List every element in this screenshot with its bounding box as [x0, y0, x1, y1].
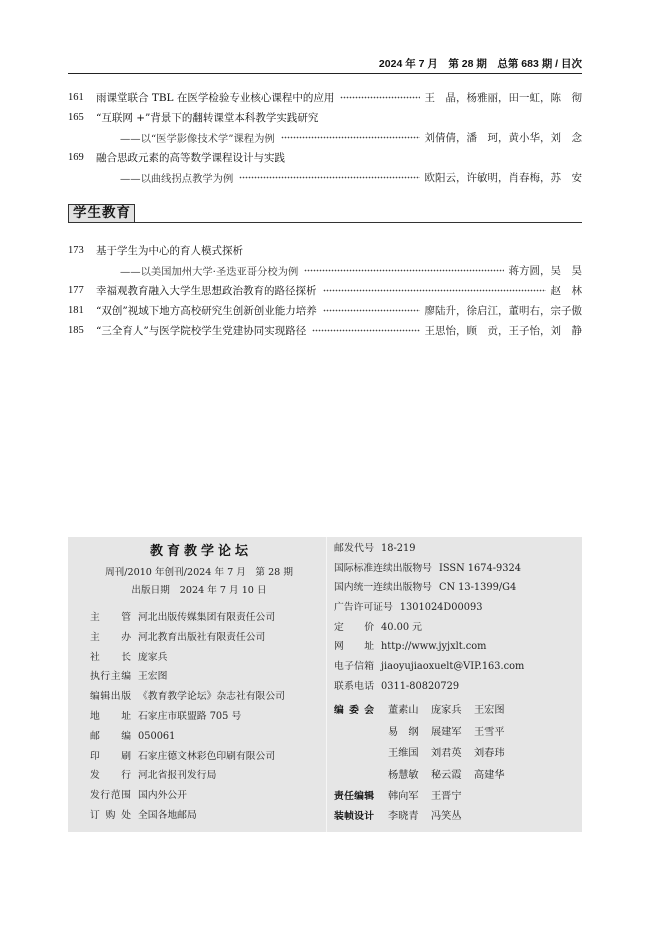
staff-credits: [334, 787, 474, 826]
registration-label: 国际标准连续出版物号: [334, 562, 432, 574]
toc-entry-subtitle-line: [68, 167, 582, 187]
info-value: 河北教育出版社有限责任公司: [138, 631, 266, 643]
info-value: 庞家兵: [138, 651, 168, 663]
board-member: 秘云霞: [431, 769, 462, 781]
toc-page-number: 173: [68, 244, 84, 256]
info-value: 河北省报刊发行局: [138, 770, 217, 782]
website-value: http://www.jyjxlt.com: [381, 641, 487, 653]
registration-info-list: [334, 539, 524, 697]
toc-entry: [68, 300, 582, 320]
publish-date-line: [68, 582, 330, 600]
registration-row: [334, 618, 524, 638]
board-member: 庞家兵: [431, 705, 462, 716]
toc-title: 幸福观教育融入大学生思想政治教育的路径探析: [96, 284, 317, 297]
toc-page-number: 161: [68, 91, 84, 103]
registration-row: [334, 598, 524, 618]
info-label: 执行主编: [90, 671, 131, 683]
info-label: 印 刷: [90, 750, 131, 762]
toc-dot-leader: [304, 269, 503, 272]
toc-title: “互联网 +”背景下的翻转课堂本科教学实践研究: [96, 111, 319, 124]
board-member: 杨慧敏: [388, 769, 419, 781]
issue-header: 2024 年 7 月 第 28 期 总第 683 期 / 目次: [378, 58, 582, 70]
editorial-board: [334, 700, 517, 786]
info-label: 地 址: [90, 710, 131, 722]
toc-entry: [68, 87, 582, 107]
info-value: 国内外公开: [138, 790, 187, 802]
board-member: 董素山: [388, 705, 419, 716]
toc-subtitle: ——以美国加州大学·圣迭亚哥分校为例: [120, 265, 299, 278]
board-member: 王宏图: [474, 705, 505, 716]
editorial-board-row: [334, 700, 517, 722]
toc-entry: [68, 147, 582, 167]
info-row: [90, 806, 285, 826]
info-value: 河北出版传媒集团有限责任公司: [138, 612, 276, 623]
toc-subtitle: ——以曲线拐点教学为例: [120, 172, 234, 185]
info-row: [90, 687, 285, 707]
toc-entry: [68, 107, 582, 127]
toc-title: 雨课堂联合 TBL 在医学检验专业核心课程中的应用: [96, 91, 335, 104]
editorial-board-row: [334, 722, 517, 744]
toc-page-number: 169: [68, 151, 84, 163]
toc-page-number: 177: [68, 284, 84, 296]
registration-row: [334, 677, 524, 697]
toc-authors: 王 晶，杨雅丽，田一虹，陈 彻: [424, 91, 582, 104]
info-row: [90, 747, 285, 767]
registration-label: 联系电话: [334, 680, 374, 692]
section-rule: [68, 222, 582, 223]
editorial-board-label: 编 委 会: [334, 705, 374, 716]
board-member: 王维国: [388, 748, 419, 760]
info-label: 发行范围: [90, 790, 131, 802]
toc-dot-leader: [340, 96, 419, 99]
toc-dot-leader: [323, 309, 420, 312]
info-value: 全国各地邮局: [138, 809, 197, 821]
toc-entry-subtitle-line: [68, 260, 582, 280]
info-row: [90, 786, 285, 806]
masthead-panel: [68, 537, 582, 832]
editorial-board-row: [334, 743, 517, 765]
info-label: 邮 编: [90, 730, 131, 742]
toc-dot-leader: [281, 136, 420, 139]
board-member: 高建华: [474, 769, 505, 781]
board-member: 易 纲: [388, 726, 419, 738]
publish-date-value: 2024 年 7 月 10 日: [179, 585, 267, 596]
info-value: 石家庄德文林彩色印刷有限公司: [138, 750, 276, 762]
toc-page-number: 181: [68, 304, 84, 316]
journal-title: 教育教学论坛: [149, 544, 252, 559]
toc-entry: [68, 280, 582, 300]
responsible-editor: 韩向军: [388, 791, 419, 802]
registration-label: 广告许可证号: [334, 602, 393, 614]
registration-row: [334, 539, 524, 559]
registration-label: 定 价: [334, 621, 374, 633]
registration-value: 40.00 元: [381, 621, 422, 633]
info-row: [90, 707, 285, 727]
info-label: 发 行: [90, 770, 131, 782]
cover-designer: 李晓青: [388, 810, 419, 822]
row-indent: [334, 765, 388, 787]
phone-value: 0311-80820729: [381, 680, 460, 692]
publish-date-label: 出版日期: [131, 585, 170, 596]
info-label: 订 购 处: [90, 809, 131, 821]
info-row: [90, 608, 285, 628]
info-row: [90, 667, 285, 687]
toc-entry: [68, 240, 582, 260]
frequency-line: 周刊/2010 年创刊/2024 年 7 月 第 28 期: [105, 567, 293, 578]
info-value: 王宏图: [138, 671, 168, 683]
toc-dot-leader: [323, 289, 546, 292]
info-value: 050061: [138, 730, 176, 742]
responsible-editors-row: [334, 787, 474, 807]
toc-title: 融合思政元素的高等数学课程设计与实践: [96, 151, 285, 164]
registration-row: [334, 657, 524, 677]
toc-title: “三全育人”与医学院校学生党建协同实现路径: [96, 324, 307, 337]
registration-label: 网 址: [334, 641, 374, 653]
registration-label: 国内统一连续出版物号: [334, 582, 432, 594]
editorial-board-row: [334, 765, 517, 787]
toc-dot-leader: [239, 176, 419, 179]
info-row: [90, 648, 285, 668]
registration-value: ISSN 1674-9324: [438, 562, 521, 574]
registration-value: 18-219: [381, 543, 416, 554]
toc-authors: 王思怡，顾 贡，王子怡，刘 静: [424, 324, 582, 337]
responsible-editors-label: 责任编辑: [334, 791, 374, 802]
info-row: [90, 727, 285, 747]
registration-row: [334, 559, 524, 579]
toc-subtitle: ——以“医学影像技术学”课程为例: [120, 132, 275, 145]
registration-row: [334, 637, 524, 657]
registration-label: 电子信箱: [334, 661, 374, 673]
info-label: 主 办: [90, 631, 131, 643]
toc-dot-leader: [312, 329, 419, 332]
info-label: 社 长: [90, 651, 131, 663]
toc-entry: [68, 320, 582, 340]
toc-authors: 赵 林: [550, 284, 582, 297]
cover-designer: 冯笑丛: [431, 810, 462, 822]
info-row: [90, 766, 285, 786]
toc-authors: 欧阳云，许敏明，肖春梅，苏 安: [424, 171, 582, 184]
registration-label: 邮发代号: [334, 543, 374, 554]
info-value: 《教育教学论坛》杂志社有限公司: [138, 691, 285, 703]
toc-authors: 蒋方圆，吴 昊: [508, 264, 582, 277]
toc-title: 基于学生为中心的育人模式探析: [96, 244, 243, 257]
toc-authors: 廖陆升，徐启江，董明右，宗子傲: [424, 304, 582, 317]
board-member: 展建军: [431, 726, 462, 738]
info-label: 编辑出版: [90, 691, 131, 703]
row-indent: [334, 743, 388, 765]
section-heading: 学生教育: [68, 204, 135, 223]
publisher-info-list: [90, 608, 285, 826]
registration-value: CN 13-1399/G4: [438, 582, 517, 594]
toc-page-number: 185: [68, 324, 84, 336]
toc-page-number: 165: [68, 111, 84, 123]
info-row: [90, 628, 285, 648]
info-value: 石家庄市联盟路 705 号: [138, 710, 242, 722]
responsible-editor: 王晋宁: [431, 791, 462, 802]
board-member: 王雪平: [474, 726, 505, 738]
cover-design-row: [334, 807, 474, 827]
board-member: 刘君英: [431, 748, 462, 760]
row-indent: [334, 722, 388, 744]
info-label: 主 管: [90, 612, 131, 623]
cover-design-label: 装帧设计: [334, 810, 374, 822]
toc-authors: 刘倩倩，潘 珂，黄小华，刘 念: [424, 131, 582, 144]
toc-title: “双创”视域下地方高校研究生创新创业能力培养: [96, 304, 317, 317]
registration-row: [334, 578, 524, 598]
toc-entry-subtitle-line: [68, 127, 582, 147]
header-rule: [68, 73, 582, 74]
board-member: 刘春玮: [474, 748, 505, 760]
email-value: jiaoyujiaoxuelt@VIP.163.com: [381, 661, 525, 673]
registration-value: 1301024D00093: [399, 602, 483, 614]
